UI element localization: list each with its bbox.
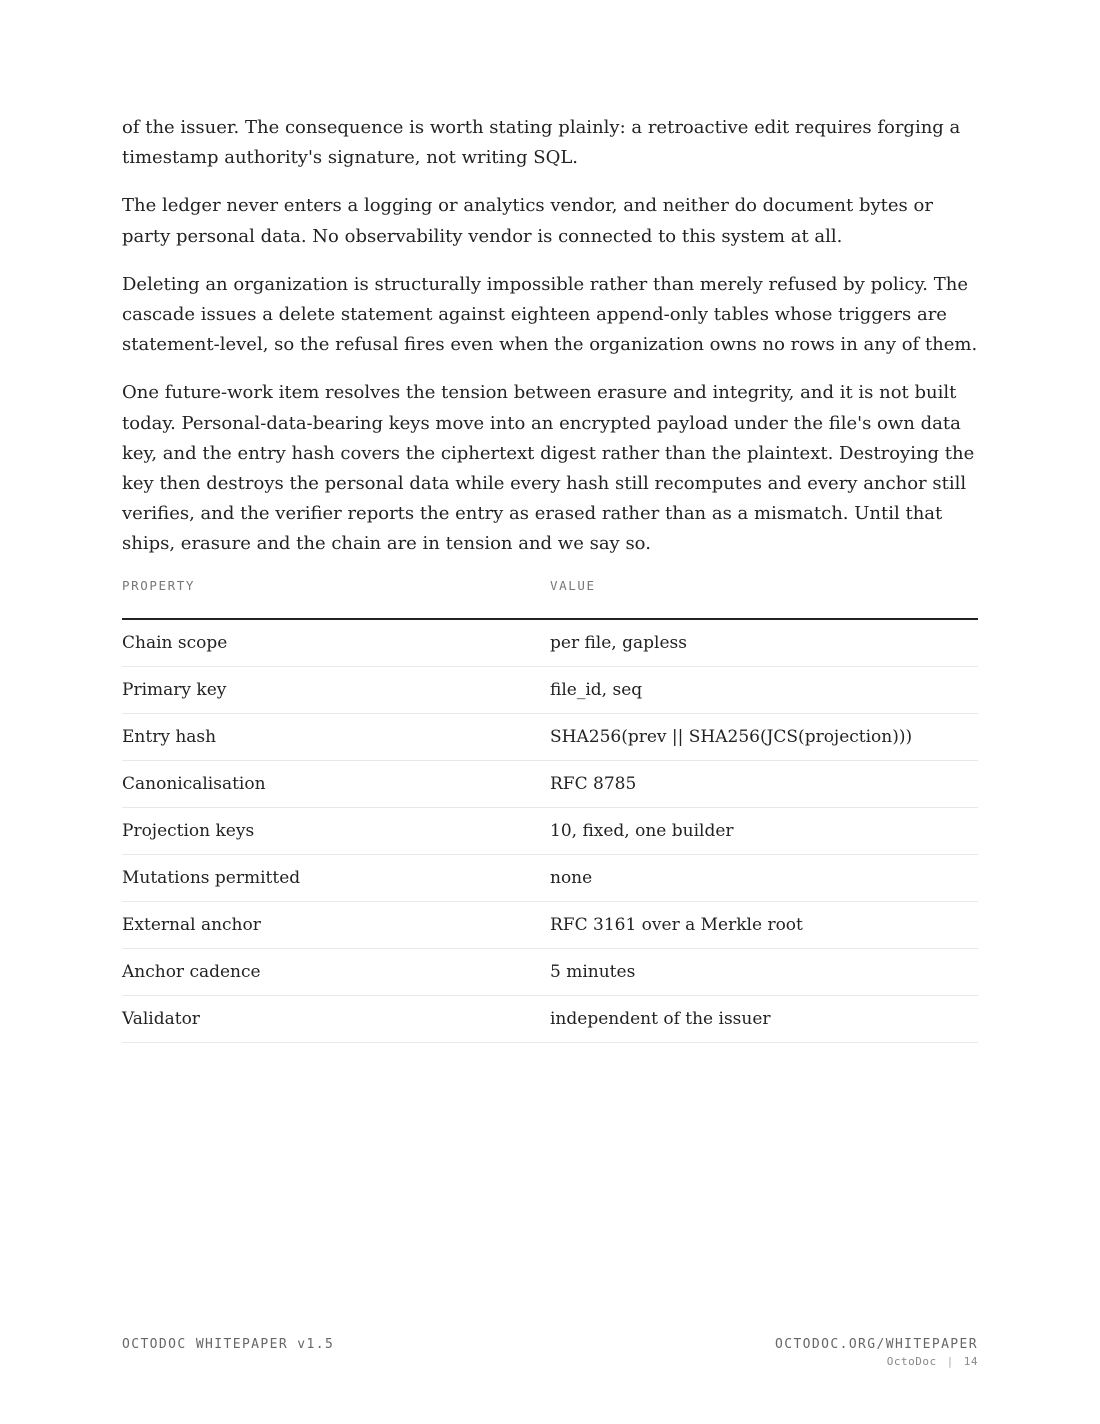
property-cell: Mutations permitted xyxy=(122,854,550,901)
footer-document-title: OCTODOC WHITEPAPER v1.5 xyxy=(122,1337,335,1352)
value-cell: SHA256(prev || SHA256(JCS(projection))) xyxy=(550,713,978,760)
footer-brand: OctoDoc xyxy=(886,1355,937,1368)
property-cell: Primary key xyxy=(122,666,550,713)
table-row xyxy=(122,713,978,760)
properties-table xyxy=(122,578,978,1043)
paragraph-2: The ledger never enters a logging or analytics vendor, and neither do document bytes or party personal data. No observability vendor is connected to this system at all. xyxy=(122,195,933,247)
value-cell: RFC 8785 xyxy=(550,760,978,807)
property-cell: Anchor cadence xyxy=(122,948,550,995)
property-cell: Validator xyxy=(122,995,550,1042)
footer-right xyxy=(775,1337,978,1371)
table-row xyxy=(122,948,978,995)
paragraph-1: of the issuer. The consequence is worth stating plainly: a retroactive edit requires forging a timestamp authority's signature, not writing SQL. xyxy=(122,117,961,169)
table-row xyxy=(122,995,978,1042)
column-header-property: PROPERTY xyxy=(122,578,550,619)
property-cell: Projection keys xyxy=(122,807,550,854)
footer-brand-line xyxy=(775,1353,978,1371)
value-cell: per file, gapless xyxy=(550,619,978,667)
value-cell: RFC 3161 over a Merkle root xyxy=(550,901,978,948)
property-cell: External anchor xyxy=(122,901,550,948)
footer-separator: | xyxy=(946,1355,954,1368)
value-cell: file_id, seq xyxy=(550,666,978,713)
value-cell: independent of the issuer xyxy=(550,995,978,1042)
footer-url: OCTODOC.ORG/WHITEPAPER xyxy=(775,1337,978,1352)
table-row xyxy=(122,854,978,901)
property-cell: Entry hash xyxy=(122,713,550,760)
table-row xyxy=(122,760,978,807)
value-cell: none xyxy=(550,854,978,901)
page-content xyxy=(122,113,978,1043)
value-cell: 10, fixed, one builder xyxy=(550,807,978,854)
table-row xyxy=(122,901,978,948)
table-header-row xyxy=(122,578,978,619)
page-number: 14 xyxy=(963,1355,978,1368)
paragraph-3: Deleting an organization is structurally impossible rather than merely refused by policy. The cascade issues a delete statement against eighteen append-only tables whose triggers are statement-level, so the refusal fires even when the organization owns no rows in any of them. xyxy=(122,273,978,356)
table-row xyxy=(122,619,978,667)
paragraph-4: One future-work item resolves the tension between erasure and integrity, and it is not built today. Personal-data-bearing keys move into an encrypted payload under the file's own data key, and the entry hash covers the ciphertext digest rather than the plaintext. Destroying the key then destroys the personal data while every hash still recomputes and every anchor still verifies, and the verifier reports the entry as erased rather than as a mismatch. Until that ships, erasure and the chain are in tension and we say so. xyxy=(122,382,975,555)
value-cell: 5 minutes xyxy=(550,948,978,995)
property-cell: Canonicalisation xyxy=(122,760,550,807)
table-row xyxy=(122,807,978,854)
table-row xyxy=(122,666,978,713)
property-cell: Chain scope xyxy=(122,619,550,667)
column-header-value: VALUE xyxy=(550,578,978,619)
